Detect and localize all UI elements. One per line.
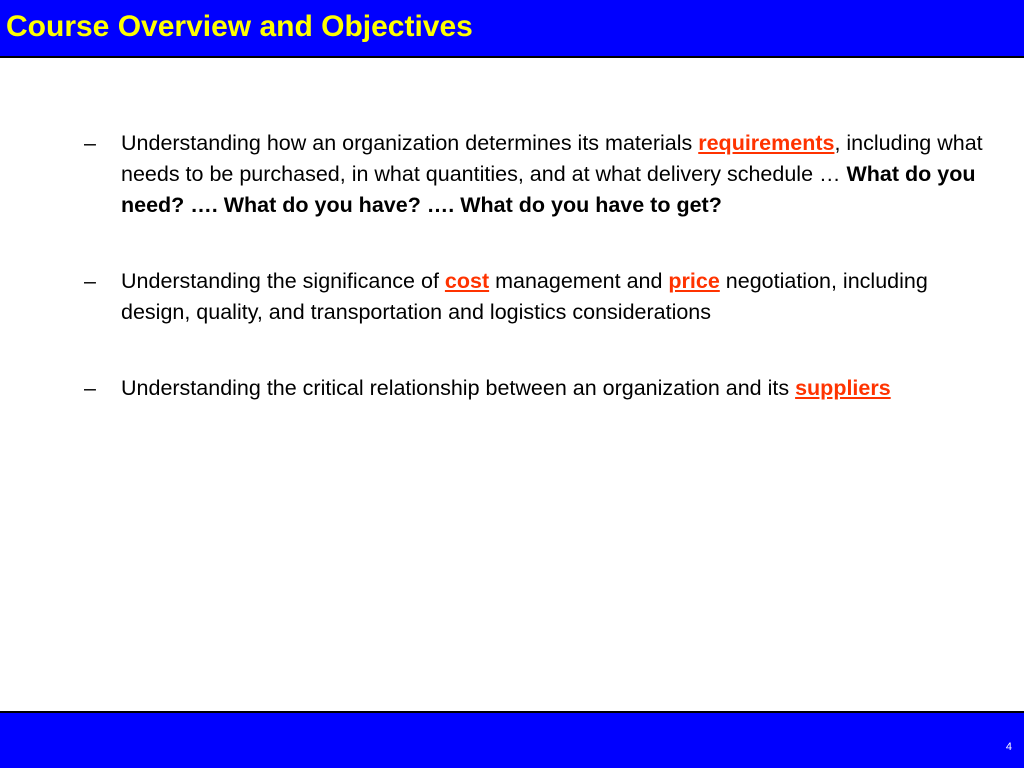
slide-title: Course Overview and Objectives [6, 10, 473, 43]
dash-marker: – [84, 131, 96, 155]
objective-text: Understanding the critical relationship between an organization and its [121, 376, 796, 400]
objective-text: , including what needs to be purchased, in what quantities, and at what delivery schedule … [121, 131, 983, 186]
objective-item-requirements [84, 128, 994, 221]
objectives-list [84, 128, 994, 404]
footer-bar [0, 713, 1024, 768]
objective-text: Understanding how an organization determines its materials [121, 131, 699, 155]
highlight-price: price [668, 269, 720, 293]
highlight-cost: cost [444, 269, 490, 293]
key-questions: What do you need? …. What do you have? …. What do you have to get? [121, 162, 976, 217]
dash-marker: – [84, 376, 96, 400]
dash-marker: – [84, 269, 96, 293]
title-bar [0, 0, 1024, 56]
title-divider [0, 56, 1024, 58]
objective-item-cost-price [84, 266, 994, 328]
highlight-suppliers: suppliers [795, 376, 891, 400]
objective-text: management and [489, 269, 669, 293]
objective-item-suppliers [84, 373, 994, 404]
page-number: 4 [1005, 741, 1012, 753]
objective-text: Understanding the significance of [121, 269, 445, 293]
highlight-requirements: requirements [698, 131, 835, 155]
objective-text: negotiation, including design, quality, and transportation and logistics considerations [121, 269, 928, 324]
